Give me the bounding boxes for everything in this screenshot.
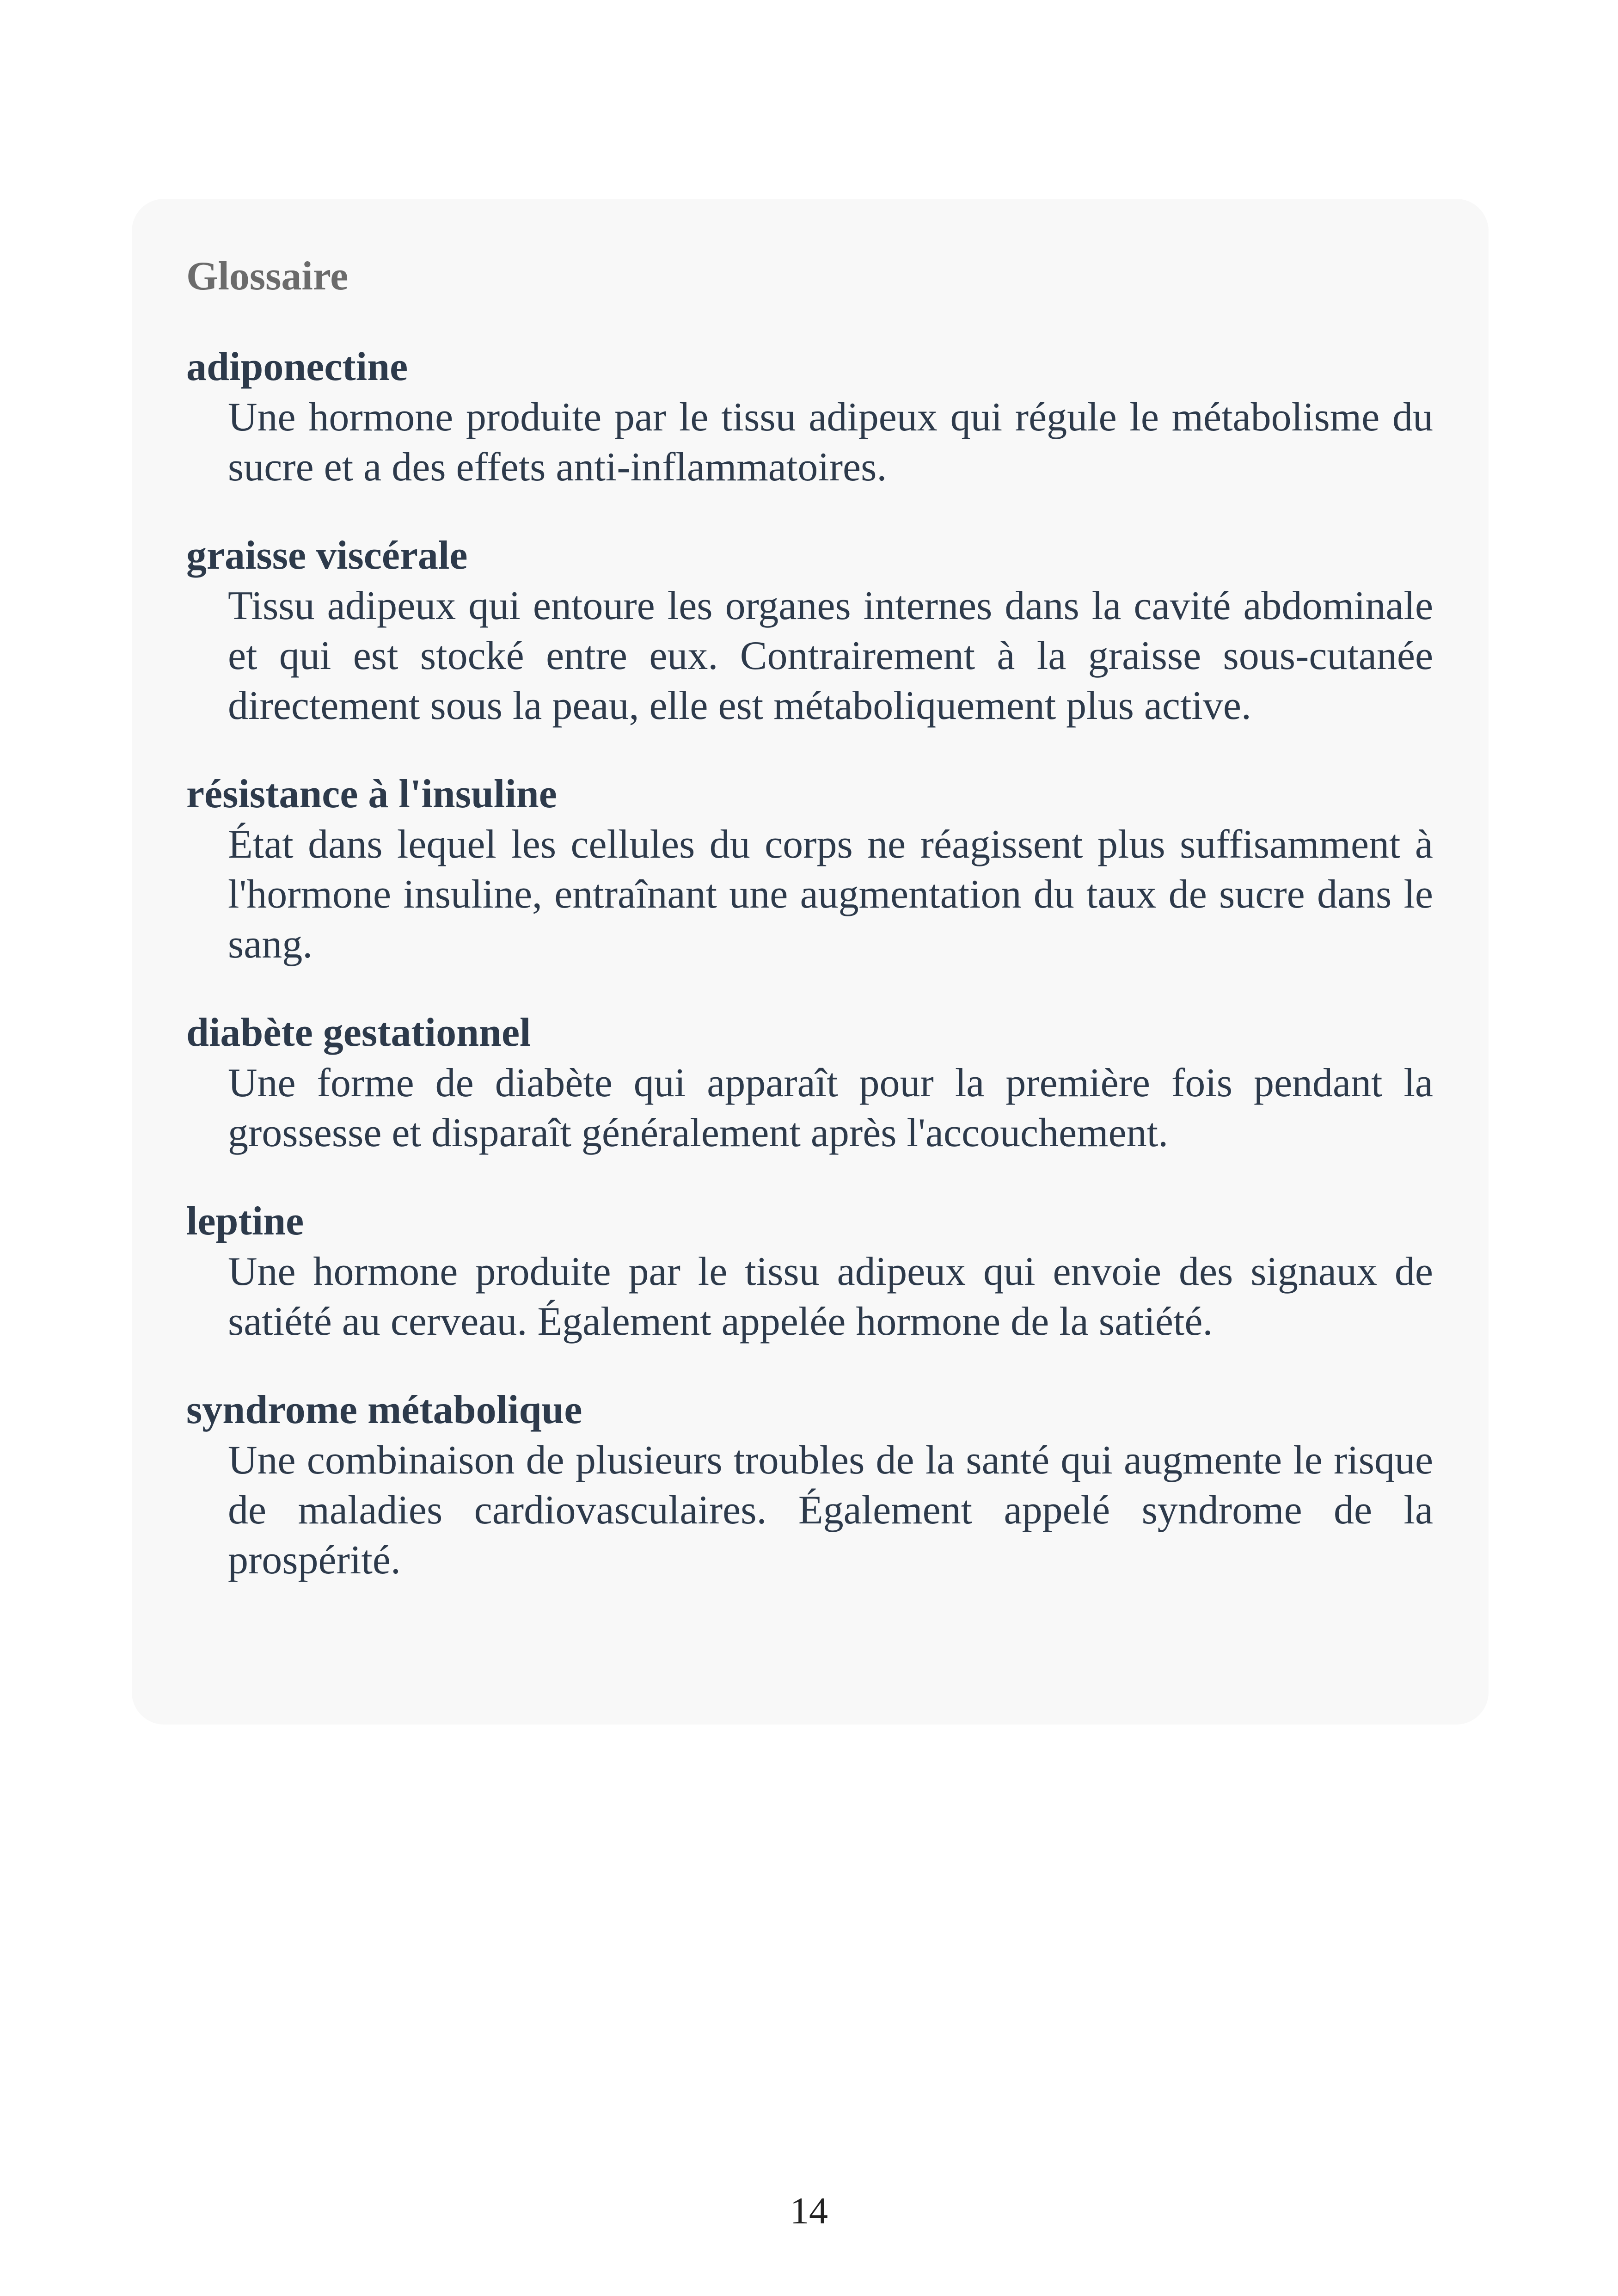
glossary-definition: Tissu adipeux qui entoure les organes internes dans la cavité abdominale et qui est stocké entre eux. Contrairement à la graisse sous-cutanée directement sous la peau, elle est métaboliquement plus active. — [228, 583, 1433, 728]
glossary-term: leptine — [186, 1198, 304, 1244]
glossary-definition: Une hormone produite par le tissu adipeux qui régule le métabolisme du sucre et a des effets anti-inflammatoires. — [228, 394, 1433, 490]
glossary-entry-graisse-viscerale — [186, 530, 1433, 731]
glossary-term: graisse viscérale — [186, 533, 468, 578]
glossary-title: Glossaire — [186, 254, 349, 299]
glossary-entry-resistance-insuline — [186, 769, 1433, 970]
glossary-term: syndrome métabolique — [186, 1387, 582, 1432]
glossary-entry-diabete-gestationnel — [186, 1007, 1433, 1158]
glossary-definition: État dans lequel les cellules du corps ne réagissent plus suffisamment à l'hormone insuline, entraînant une augmentation du taux de sucre dans le sang. — [228, 822, 1433, 967]
glossary-definition: Une combinaison de plusieurs troubles de la santé qui augmente le risque de maladies cardiovasculaires. Également appelé syndrome de la prospérité. — [228, 1437, 1433, 1583]
glossary-entry-adiponectine — [186, 342, 1433, 492]
glossary-term: adiponectine — [186, 344, 408, 389]
page-number: 14 — [790, 2190, 828, 2232]
glossary-entry-syndrome-metabolique — [186, 1385, 1433, 1585]
glossary-box — [132, 199, 1489, 1725]
glossary-definition: Une hormone produite par le tissu adipeux qui envoie des signaux de satiété au cerveau. Également appelée hormone de la satiété. — [228, 1249, 1433, 1344]
glossary-definition: Une forme de diabète qui apparaît pour la première fois pendant la grossesse et disparaît généralement après l'accouchement. — [228, 1060, 1433, 1155]
glossary-term: résistance à l'insuline — [186, 771, 557, 816]
glossary-entry-leptine — [186, 1196, 1433, 1347]
glossary-term: diabète gestationnel — [186, 1010, 531, 1055]
